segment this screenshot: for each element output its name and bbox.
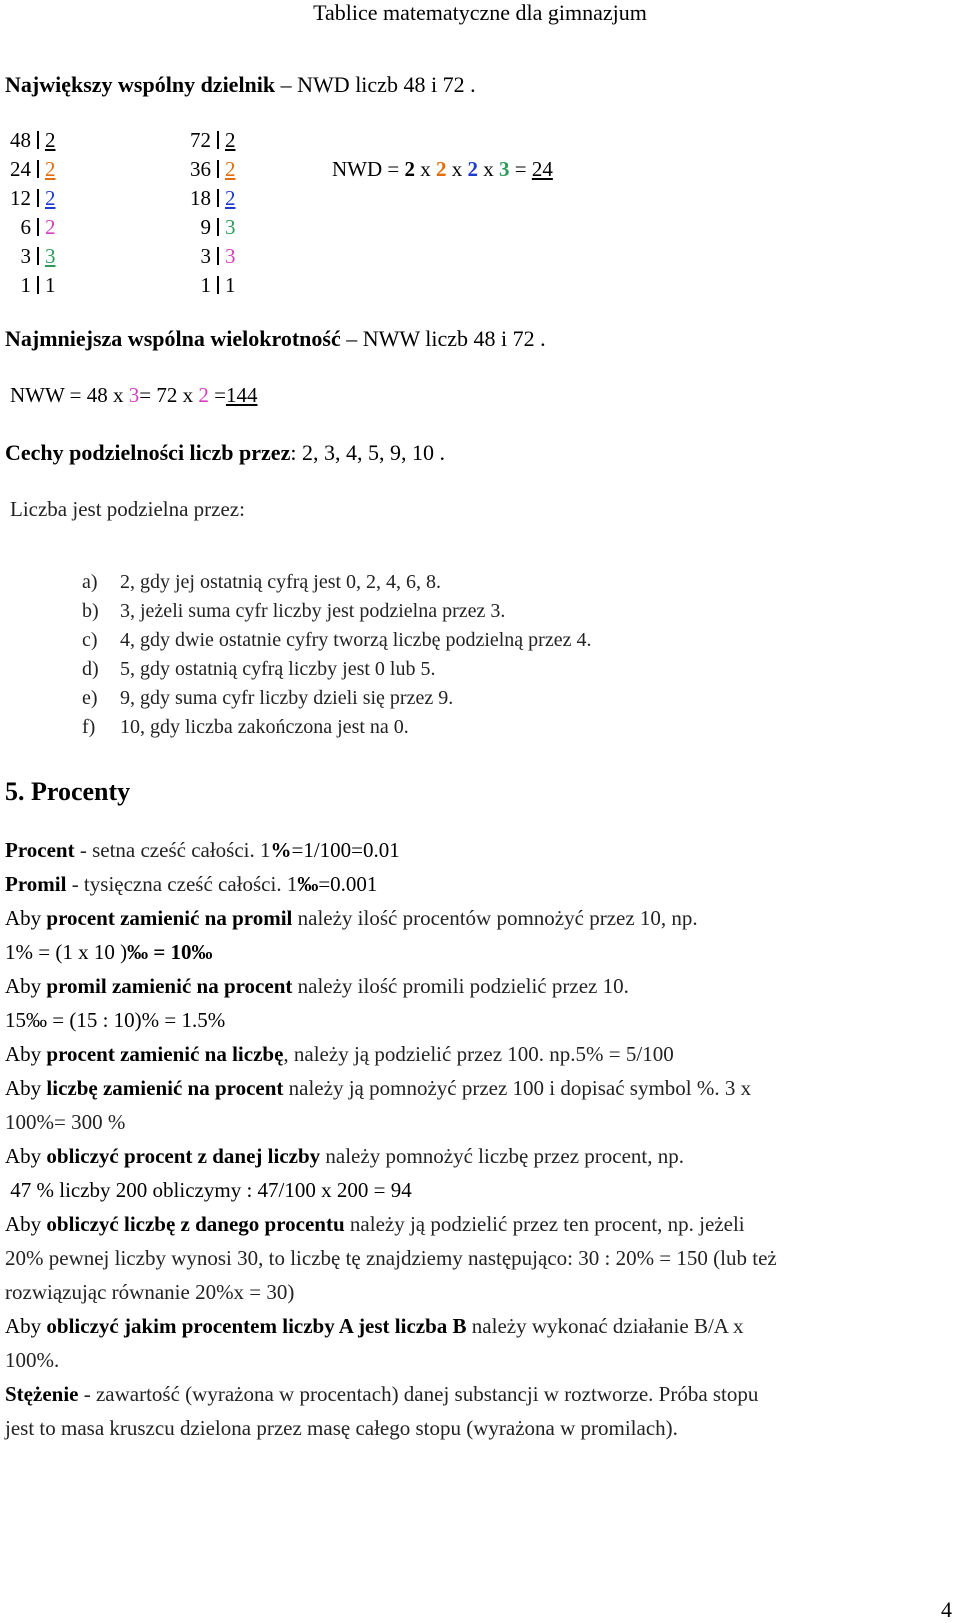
rule-bold: liczbę zamienić na procent [46,1076,284,1100]
nwd-result [332,157,553,182]
nwd-times-3: x [478,157,499,181]
example-part-b: ‰ = 10‰ [127,940,213,964]
rule-bold: obliczyć liczbę z danego procentu [46,1212,345,1236]
list-item-label: d) [82,658,99,680]
division-bar [37,247,39,265]
rule-percent-to-number [5,1042,674,1067]
factor-row [5,215,56,244]
division-bar [37,218,39,236]
list-item-text: 3, jeżeli suma cyfr liczby jest podzielna przez 3. [120,600,506,622]
percent-symbol: % [270,838,292,862]
rule-bold: procent zamienić na promil [46,906,293,930]
nwd-times-2: x [446,157,468,181]
nwd-result-prefix: NWD = [332,157,405,181]
factor-divisor: 3 [45,244,56,268]
rule-percent-of-number [5,1144,684,1169]
rule-prefix: Aby [5,1144,47,1168]
nwd-heading [5,72,476,98]
factor-number: 72 [190,128,211,152]
promil-def-value: =0.001 [318,872,378,896]
factor-row [185,186,236,215]
nww-expr-part-e: = [208,383,226,407]
example-percent-to-promil [5,940,213,965]
example-promil-to-percent: 15‰ = (15 : 10)% = 1.5% [5,1008,226,1032]
factor-number: 36 [190,157,211,181]
divisibility-heading-rest: : 2, 3, 4, 5, 9, 10 . [290,440,445,465]
nww-heading-bold: Najmniejsza wspólna wielokrotność [5,326,341,351]
rule-text: należy ilość procentów pomnożyć przez 10, np. [292,906,698,930]
example-part-a: 1% = (1 x 10 ) [5,940,128,964]
division-bar [217,247,219,265]
nww-heading [5,326,546,352]
nwd-factor-1: 2 [404,157,415,181]
rule-bold: promil zamienić na procent [46,974,293,998]
factor-number: 1 [200,273,211,297]
factor-row [5,273,56,302]
factor-divisor: 2 [225,128,236,152]
nww-value: 144 [225,383,258,407]
list-item [82,570,591,599]
promil-term: Promil [5,872,67,896]
list-item [82,715,591,744]
factor-divisor: 1 [225,273,236,297]
factor-divisor: 2 [225,186,236,210]
list-item-label: c) [82,629,98,651]
nww-multiplier-2: 2 [198,383,209,407]
list-item-text: 4, gdy dwie ostatnie cyfry tworzą liczbę podzielną przez 4. [120,629,592,651]
nww-expression [10,383,257,408]
rule-text: należy wykonać działanie B/A x [466,1314,744,1338]
divisibility-intro: Liczba jest podzielna przez: [10,497,245,521]
factor-row [185,273,236,302]
concentration-text: - zawartość (wyrażona w procentach) danej substancji w roztworze. Próba stopu [78,1382,759,1406]
list-item-text: 5, gdy ostatnią cyfrą liczby jest 0 lub 5. [120,658,436,680]
factor-number: 48 [10,128,31,152]
factor-number: 9 [200,215,211,239]
divisibility-list [82,570,591,744]
division-bar [37,276,39,294]
nwd-factor-4: 3 [499,157,510,181]
list-item-label: a) [82,571,98,593]
rule-number-from-percent-cont-1: 20% pewnej liczby wynosi 30, to liczbę tę znajdziemy następująco: 30 : 20% = 150 (lub też [5,1246,777,1270]
factor-divisor: 2 [45,215,56,239]
rule-text: , należy ją podzielić przez 100. np.5% = 5/100 [283,1042,674,1066]
division-bar [217,218,219,236]
factor-row [5,244,56,273]
factor-row [185,157,236,186]
factor-divisor: 1 [45,273,56,297]
example-percent-of-number: 47 % liczby 200 obliczymy : 47/100 x 200 = 94 [5,1178,412,1202]
rule-promil-to-percent [5,974,629,999]
rule-number-from-percent-cont-2: rozwiązując równanie 20%x = 30) [5,1280,295,1304]
rule-what-percent-cont: 100%. [5,1348,60,1372]
factor-row [185,128,236,157]
rule-bold: procent zamienić na liczbę [46,1042,284,1066]
list-item [82,628,591,657]
section-title: 5. Procenty [5,777,131,806]
rule-percent-to-promil [5,906,698,931]
division-bar [37,189,39,207]
factor-divisor: 2 [45,157,56,181]
factor-number: 1 [20,273,31,297]
list-item-label: e) [82,687,98,709]
list-item [82,686,591,715]
rule-text: należy ją podzielić przez ten procent, np. jeżeli [344,1212,745,1236]
promil-definition [5,872,377,897]
division-bar [37,131,39,149]
nwd-times-1: x [415,157,436,181]
rule-text: należy ją pomnożyć przez 100 i dopisać symbol %. 3 x [283,1076,752,1100]
rule-text: należy pomnożyć liczbę przez procent, np. [320,1144,684,1168]
rule-prefix: Aby [5,906,47,930]
promil-def-text: - tysięczna cześć całości. 1 [66,872,298,896]
division-bar [217,131,219,149]
divisibility-heading [5,440,445,466]
rule-prefix: Aby [5,1314,47,1338]
rule-prefix: Aby [5,1076,47,1100]
factor-divisor: 2 [45,186,56,210]
percent-def-text: - setna cześć całości. 1 [74,838,271,862]
page-header-title: Tablice matematyczne dla gimnazjum [313,0,647,25]
concentration-term: Stężenie [5,1382,79,1406]
factor-number: 3 [200,244,211,268]
concentration-definition [5,1382,758,1407]
rule-prefix: Aby [5,1212,47,1236]
list-item [82,599,591,628]
rule-number-from-percent [5,1212,745,1237]
rule-number-to-percent [5,1076,751,1101]
nwd-factor-table-48 [5,128,56,302]
factor-number: 3 [20,244,31,268]
factor-number: 12 [10,186,31,210]
rule-text: należy ilość promili podzielić przez 10. [292,974,629,998]
nwd-heading-bold: Największy wspólny dzielnik [5,72,276,97]
list-item-text: 2, gdy jej ostatnią cyfrą jest 0, 2, 4, 6, 8. [120,571,442,593]
list-item-text: 9, gdy suma cyfr liczby dzieli się przez 9. [120,687,454,709]
divisibility-heading-bold: Cechy podzielności liczb przez [5,440,291,465]
promil-symbol: ‰ [297,872,319,896]
nww-heading-rest: – NWW liczb 48 i 72 . [340,326,546,351]
list-item [82,657,591,686]
nwd-factor-2: 2 [436,157,447,181]
factor-divisor: 2 [45,128,56,152]
page-header [0,0,960,26]
factor-number: 24 [10,157,31,181]
rule-what-percent [5,1314,744,1339]
factor-divisor: 2 [225,157,236,181]
factor-divisor: 3 [225,215,236,239]
percent-term: Procent [5,838,75,862]
nwd-equals: = [509,157,532,181]
factor-row [5,128,56,157]
page-number: 4 [941,1597,952,1622]
rule-bold: obliczyć procent z danej liczby [46,1144,321,1168]
factor-row [185,215,236,244]
nww-multiplier-3: 3 [128,383,140,407]
factor-number: 6 [20,215,31,239]
factor-row [5,157,56,186]
division-bar [217,276,219,294]
list-item-text: 10, gdy liczba zakończona jest na 0. [120,716,409,738]
division-bar [37,160,39,178]
list-item-label: f) [82,716,96,738]
nwd-value: 24 [531,157,553,181]
percent-definition [5,838,400,863]
division-bar [217,160,219,178]
rule-prefix: Aby [5,1042,47,1066]
percent-def-value: =1/100=0.01 [291,838,400,862]
list-item-label: b) [82,600,99,622]
nwd-factor-table-72 [185,128,236,302]
division-bar [217,189,219,207]
nwd-heading-rest: – NWD liczb 48 i 72 . [275,72,476,97]
nww-expr-part-c: = 72 x [139,383,199,407]
factor-divisor: 3 [225,244,236,268]
nww-expr-part-a: NWW = 48 x [10,383,129,407]
rule-bold: obliczyć jakim procentem liczby A jest liczba B [46,1314,467,1338]
factor-row [185,244,236,273]
nwd-factor-3: 2 [467,157,478,181]
rule-prefix: Aby [5,974,47,998]
concentration-definition-cont: jest to masa kruszcu dzielona przez masę całego stopu (wyrażona w promilach). [5,1416,678,1440]
rule-number-to-percent-cont: 100%= 300 % [5,1110,126,1134]
factor-number: 18 [190,186,211,210]
factor-row [5,186,56,215]
